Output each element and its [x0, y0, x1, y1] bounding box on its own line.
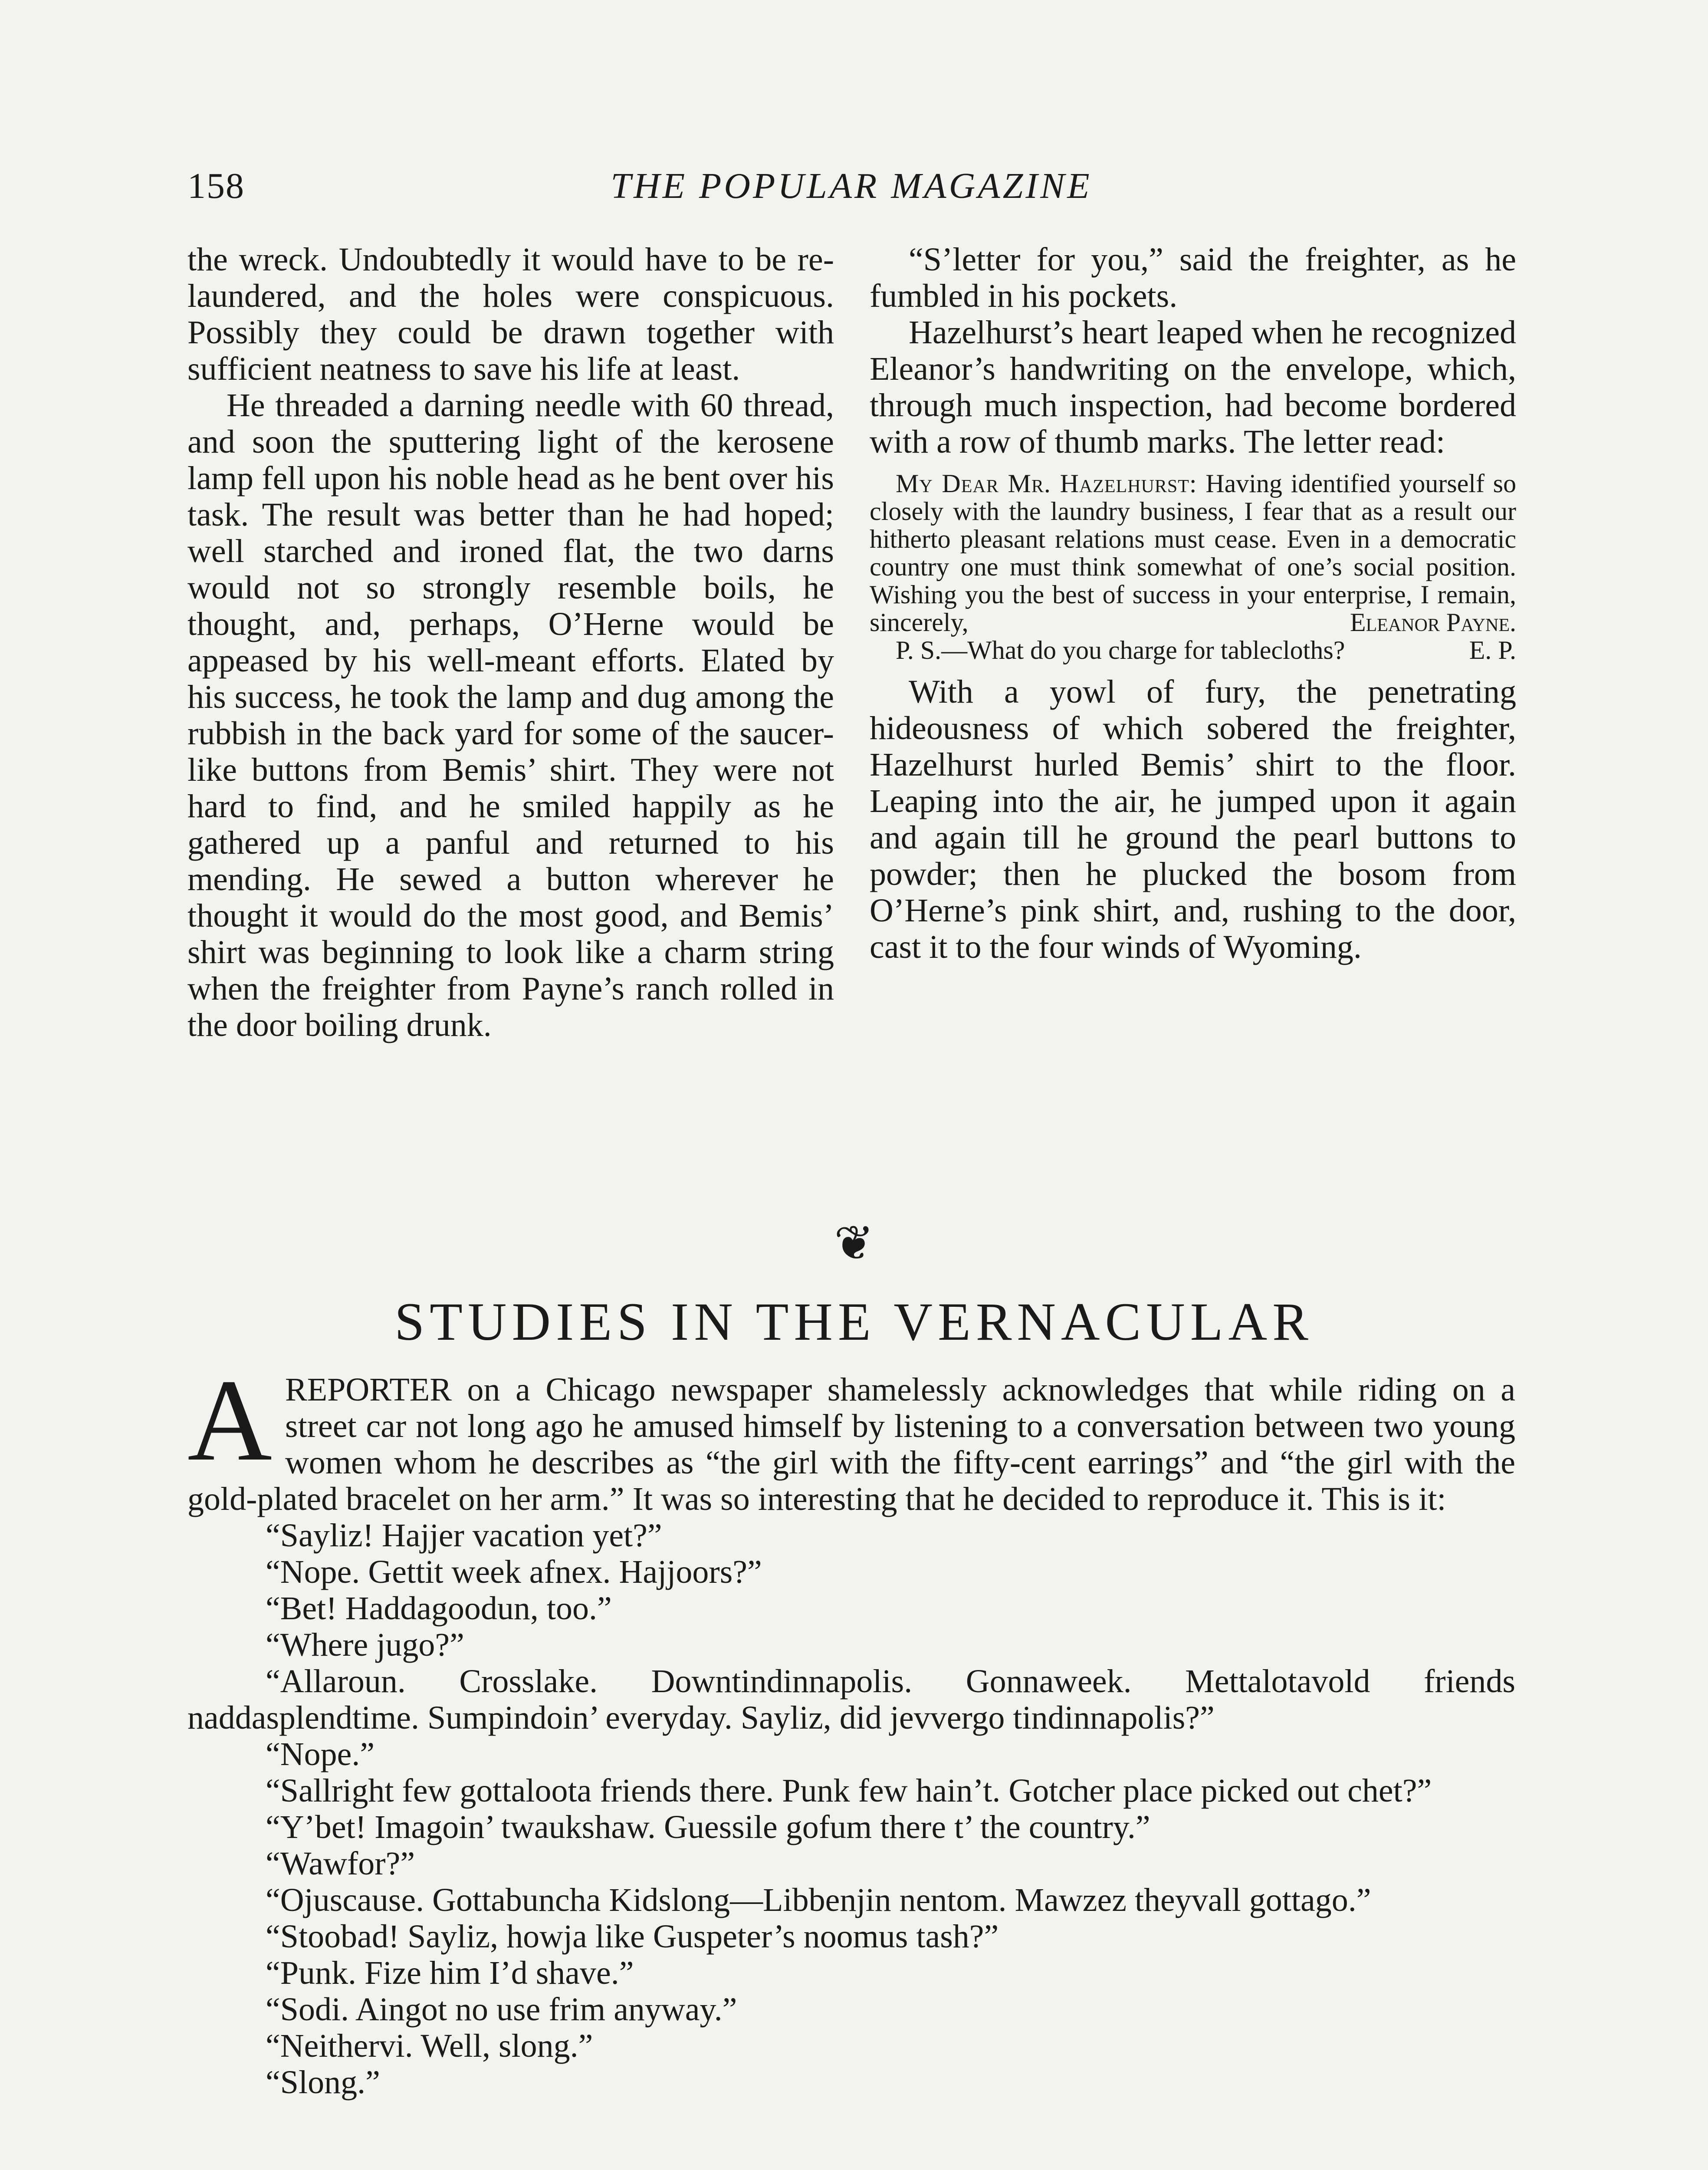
- left-column: [187, 241, 834, 1043]
- dialogue-line: “Nope. Gettit week afnex. Hajjoors?”: [266, 1554, 762, 1590]
- article-title: STUDIES IN THE VERNACULAR: [394, 1292, 1314, 1351]
- letter-body: Having identified yourself so closely with the laundry business, I fear that as a result our hitherto pleasant relations must cease. Even in a democratic country one must think somewhat of one’s social position. Wishing you the best of success in your enterprise, I remain, sincerely,: [870, 469, 1517, 637]
- letter-salutation: My Dear Mr. Hazelhurst:: [896, 469, 1197, 498]
- dialogue-line: “Where jugo?”: [266, 1627, 464, 1663]
- story-paragraph: He threaded a darning needle with 60 thread, and soon the sputtering light of the kerosene lamp fell upon his noble head as he bent over his task. The result was better than he had hoped; well starched and ironed flat, the two darns would not so strongly resemble boils, he thought, and, perhaps, O’Herne would be appeased by his well-meant efforts. Elated by his success, he took the lamp and dug among the rubbish in the back yard for some of the saucer-like buttons from Bemis’ shirt. They were not hard to find, and he smiled happily as he gathered up a panful and returned to his mending. He sewed a button wherever he thought it would do the most good, and Bemis’ shirt was beginning to look like a charm string when the freighter from Payne’s ranch rolled in the door boiling drunk.: [187, 387, 834, 1043]
- story-paragraph: the wreck. Undoubtedly it would have to be re-laundered, and the holes were conspicuous. Possibly they could be drawn together with sufficient neatness to save his life at least.: [187, 241, 834, 387]
- dialogue-line: “Allaroun. Crosslake. Downtindinnapolis. Gonnaweek. Mettalotavold friends naddasplendtime. Sumpindoin’ everyday. Sayliz, did jevvergo tindinnapolis?”: [187, 1663, 1515, 1736]
- letter-initials: E. P.: [1469, 636, 1516, 664]
- dialogue-line: “Slong.”: [266, 2064, 380, 2101]
- dialogue-line: “Nope.”: [266, 1736, 375, 1772]
- drop-cap: A: [187, 1355, 272, 1485]
- right-column: [870, 241, 1516, 965]
- dialogue-line: “Ojuscause. Gottabuncha Kidslong—Libbenjin nentom. Mawzez theyvall gottago.”: [266, 1882, 1371, 1918]
- dialogue-line: “Bet! Haddagoodun, too.”: [266, 1590, 612, 1627]
- page-header: [187, 165, 1515, 217]
- ornament-icon: ❦: [834, 1217, 874, 1270]
- dialogue-line: “Y’bet! Imagoin’ twaukshaw. Guessile gofum there t’ the country.”: [266, 1809, 1150, 1845]
- story-paragraph: Hazelhurst’s heart leaped when he recognized Eleanor’s handwriting on the envelope, which, through much inspection, had become bordered with a row of thumb marks. The letter read:: [870, 314, 1516, 460]
- article-body: [187, 1355, 1515, 2101]
- running-title: THE POPULAR MAGAZINE: [611, 166, 1092, 206]
- letter-signature: Eleanor Payne.: [1350, 608, 1516, 637]
- letter-postscript: P. S.—What do you charge for tablecloths?: [896, 636, 1345, 664]
- dialogue-line: “Sallright few gottaloota friends there. Punk few hain’t. Gotcher place picked out chet?”: [266, 1772, 1432, 1809]
- dialogue-line: “Neithervi. Well, slong.”: [266, 2028, 593, 2064]
- story-paragraph: With a yowl of fury, the penetrating hideousness of which sobered the freighter, Hazelhurst hurled Bemis’ shirt to the floor. Leaping into the air, he jumped upon it again and again till he ground the pearl buttons to powder; then he plucked the bosom from O’Herne’s pink shirt, and, rushing to the door, cast it to the four winds of Wyoming.: [870, 674, 1516, 965]
- dialogue-line: “Sayliz! Hajjer vacation yet?”: [266, 1517, 662, 1554]
- article-lede: [187, 1355, 1515, 1517]
- letter-quote: [870, 470, 1516, 664]
- story-columns: [187, 241, 1515, 1205]
- dialogue-line: “Stoobad! Sayliz, howja like Guspeter’s noomus tash?”: [266, 1918, 999, 1955]
- dialogue-line: “Sodi. Aingot no use frim anyway.”: [266, 1991, 737, 2028]
- dialogue-line: “Punk. Fize him I’d shave.”: [266, 1955, 634, 1991]
- dialogue-line: “Wawfor?”: [266, 1845, 415, 1882]
- story-paragraph: “S’letter for you,” said the freighter, as he fumbled in his pockets.: [870, 241, 1516, 314]
- lede-text: REPORTER on a Chicago newspaper shamelessly acknowledges that while riding on a street car not long ago he amused himself by listening to a conversation between two young women whom he describes as “the girl with the fifty-cent earrings” and “the girl with the gold-plated bracelet on her arm.” It was so interesting that he decided to reproduce it. This is it:: [187, 1371, 1515, 1517]
- page-number: 158: [187, 166, 245, 206]
